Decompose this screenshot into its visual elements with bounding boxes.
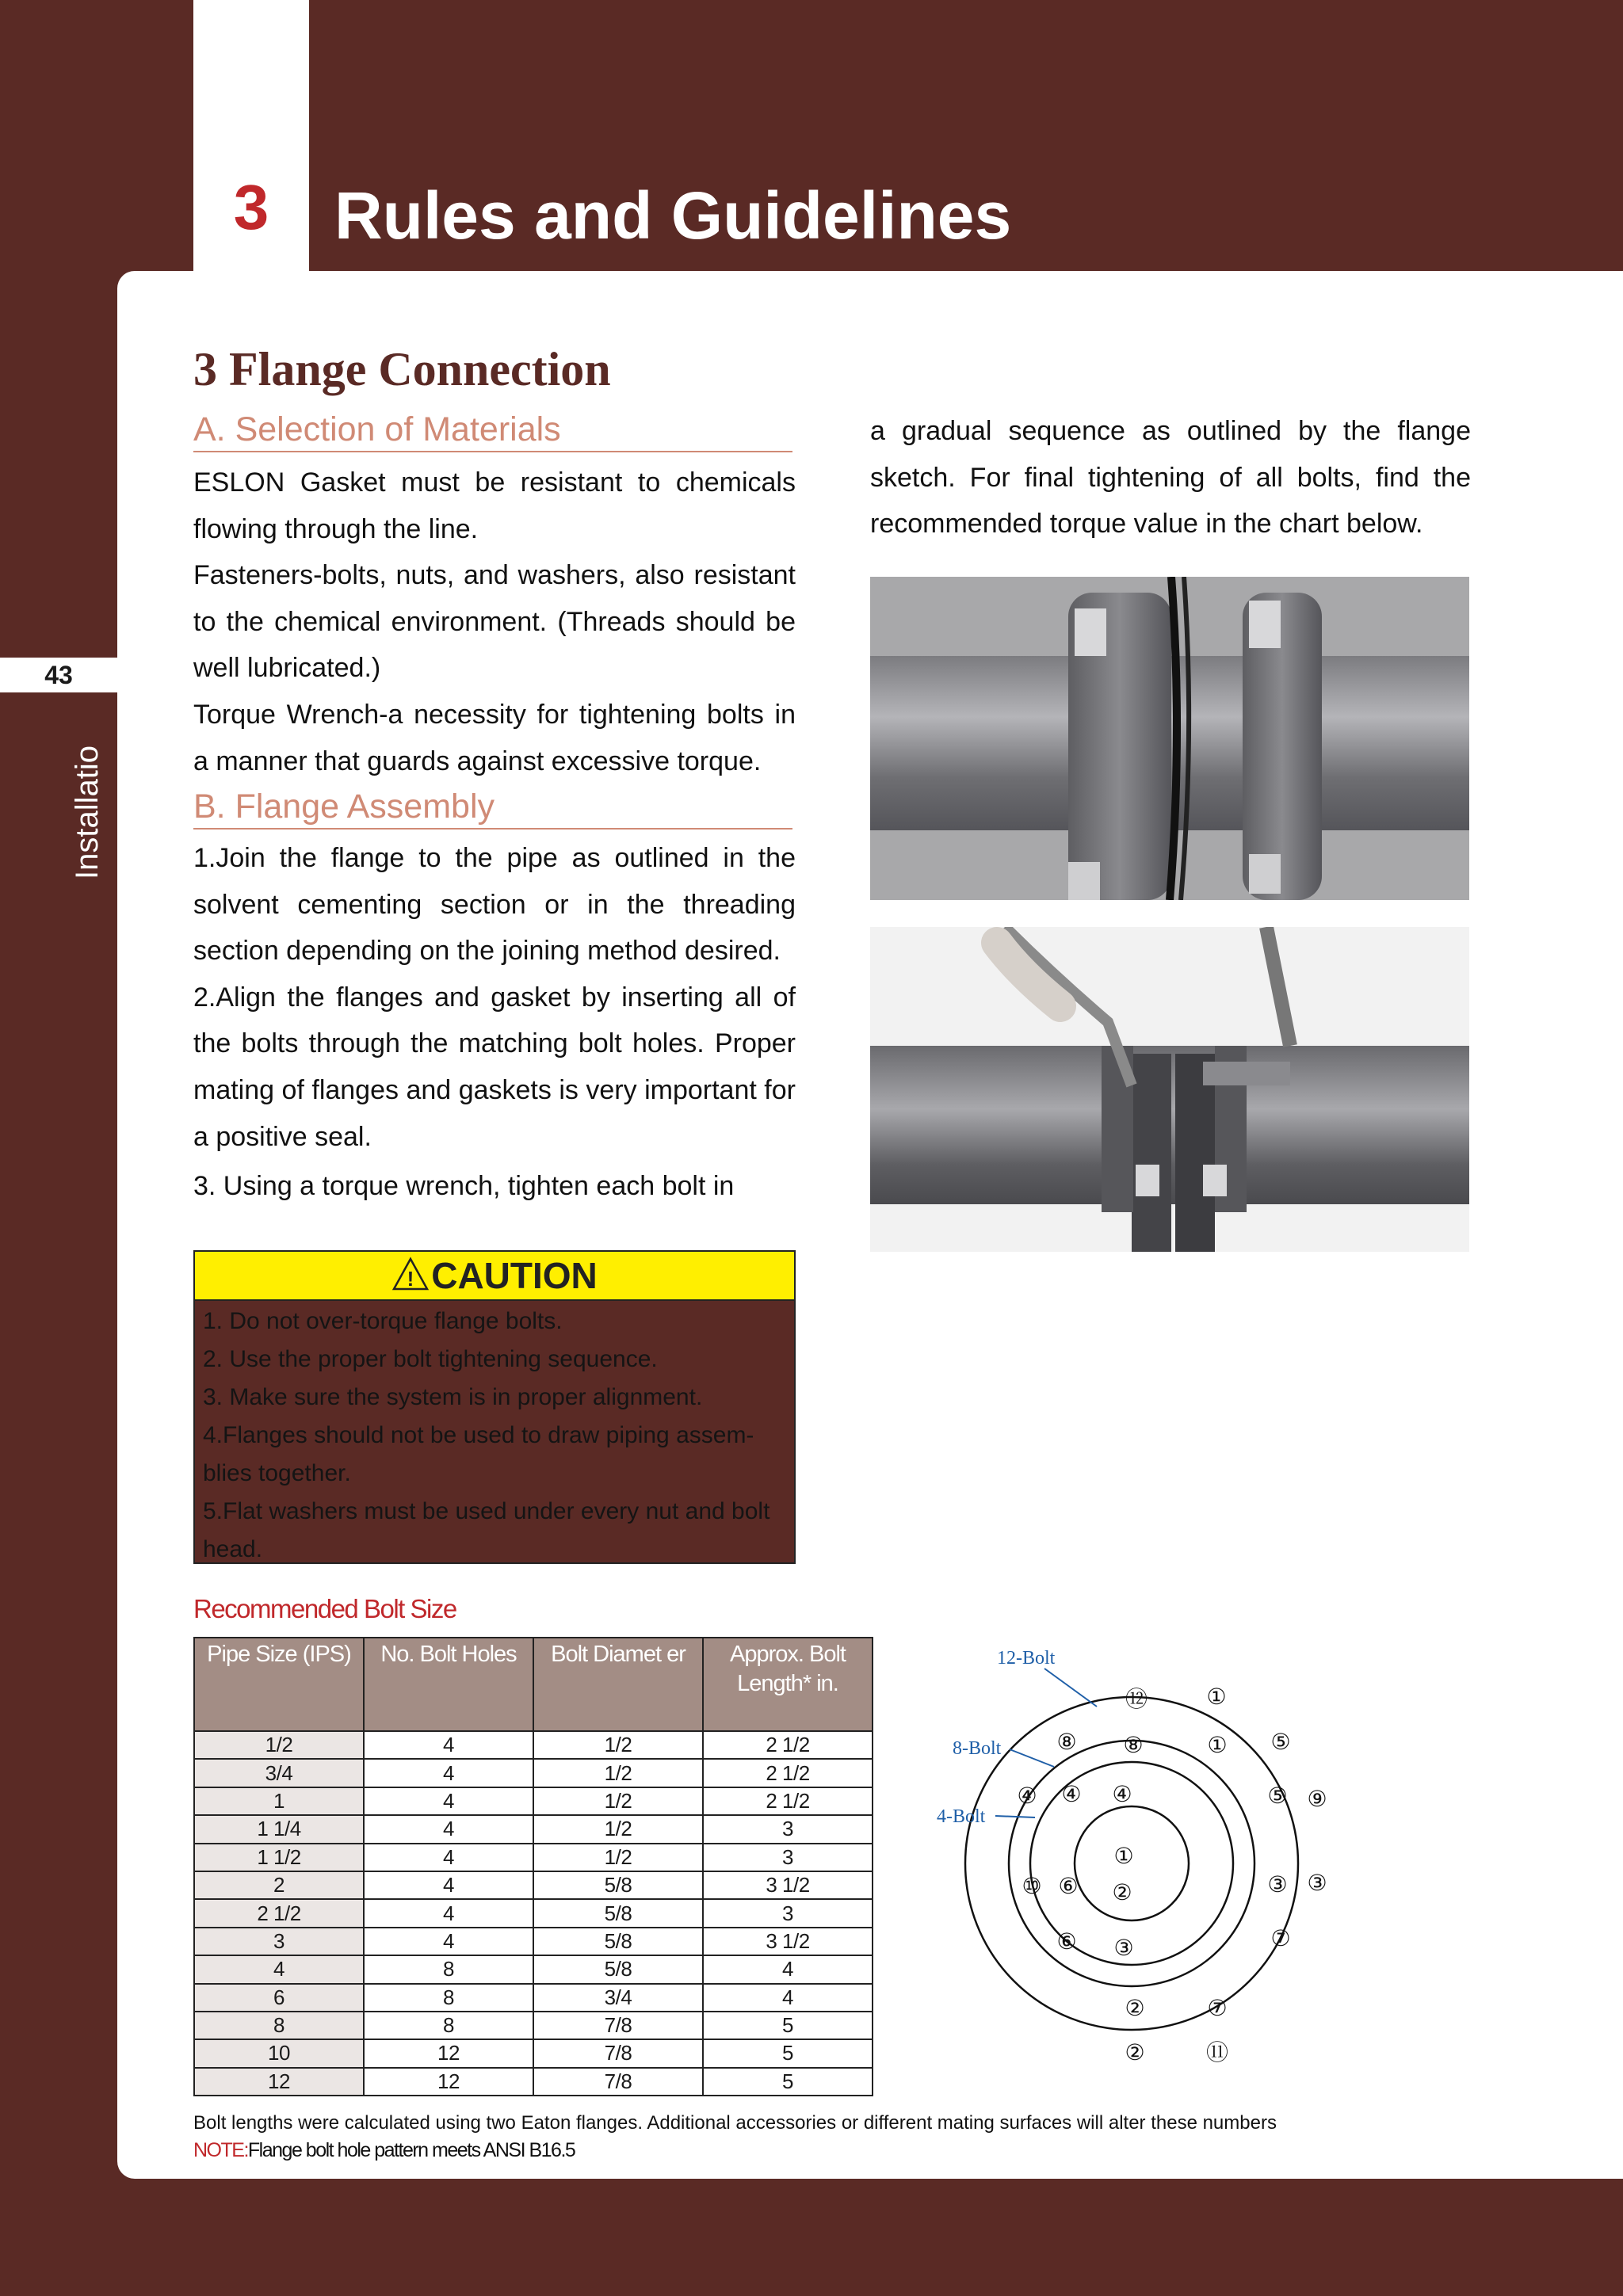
- table-cell: 5/8: [533, 1871, 703, 1899]
- table-cell: 3: [703, 1815, 873, 1843]
- table-row: [194, 1984, 873, 2012]
- table-cell: 3: [703, 1899, 873, 1927]
- table-cell: 3 1/2: [703, 1928, 873, 1955]
- table-row: [194, 1731, 873, 1759]
- table-cell: 7/8: [533, 2012, 703, 2039]
- table-row: [194, 2039, 873, 2067]
- flange-photo-torque-wrench: [870, 927, 1469, 1252]
- bolt-number: ⑤: [1267, 1784, 1288, 1809]
- table-row: [194, 1955, 873, 1983]
- label-12-bolt: 12-Bolt: [997, 1648, 1056, 1669]
- table-cell: 4: [364, 1731, 533, 1759]
- table-cell: 5: [703, 2039, 873, 2067]
- table-cell: 8: [364, 1984, 533, 2012]
- chapter-title: Rules and Guidelines: [334, 178, 1012, 253]
- table-cell: 12: [364, 2068, 533, 2096]
- svg-text:!: !: [407, 1266, 414, 1291]
- arrow-4-bolt: [995, 1816, 1035, 1817]
- bolt-number: ⑥: [1056, 1930, 1077, 1955]
- table-cell: 8: [364, 1955, 533, 1983]
- column-header: Approx. Bolt Length* in.: [703, 1638, 873, 1731]
- bolt-number: ②: [1125, 1997, 1145, 2021]
- paragraph: ESLON Gasket must be resistant to chemicals flowing through the line.: [193, 467, 796, 544]
- bolt-number: ⑦: [1207, 1997, 1228, 2021]
- table-cell: 1/2: [533, 1815, 703, 1843]
- bolt-number: ③: [1113, 1936, 1134, 1961]
- table-cell: 8: [364, 2012, 533, 2039]
- caution-item: 1. Do not over-torque flange bolts.: [203, 1308, 563, 1334]
- bolt-number: ⑪: [1205, 2041, 1229, 2065]
- bolt-number: ⑦: [1270, 1927, 1291, 1951]
- table-cell: 7/8: [533, 2039, 703, 2067]
- table-row: [194, 1844, 873, 1871]
- table-title: Recommended Bolt Size: [193, 1594, 456, 1623]
- table-cell: 5/8: [533, 1899, 703, 1927]
- bolt-number: ⑥: [1058, 1875, 1079, 1899]
- bolt-number: ②: [1125, 2041, 1145, 2065]
- table-cell: 4: [194, 1955, 364, 1983]
- label-8-bolt: 8-Bolt: [953, 1738, 1002, 1759]
- bolt-number: ⑫: [1125, 1688, 1148, 1712]
- table-cell: 2: [194, 1871, 364, 1899]
- table-cell: 2 1/2: [194, 1899, 364, 1927]
- table-row: [194, 1899, 873, 1927]
- table-cell: 7/8: [533, 2068, 703, 2096]
- bolt-size-table: [193, 1637, 873, 2096]
- table-cell: 4: [364, 1815, 533, 1843]
- table-cell: 10: [194, 2039, 364, 2067]
- ansi-note: [193, 2139, 575, 2162]
- table-cell: 4: [703, 1984, 873, 2012]
- caution-header: [195, 1252, 794, 1301]
- table-cell: 1/2: [533, 1787, 703, 1815]
- caution-box: [193, 1250, 796, 1564]
- label-4-bolt: 4-Bolt: [937, 1806, 986, 1827]
- page-number: 43: [0, 658, 117, 692]
- table-cell: 1/2: [533, 1759, 703, 1787]
- paragraph: Fasteners-bolts, nuts, and washers, also resistant to the chemical environment. (Threads should be well lubricated.): [193, 560, 796, 684]
- table-cell: 4: [364, 1787, 533, 1815]
- table-cell: 12: [194, 2068, 364, 2096]
- table-row: [194, 1815, 873, 1843]
- table-cell: 4: [364, 1899, 533, 1927]
- table-cell: 3/4: [194, 1759, 364, 1787]
- caution-item: 2. Use the proper bolt tightening sequence.: [203, 1346, 658, 1372]
- column-header: Pipe Size (IPS): [194, 1638, 364, 1731]
- caution-title: CAUTION: [431, 1255, 598, 1296]
- table-cell: 1: [194, 1787, 364, 1815]
- table-cell: 3: [194, 1928, 364, 1955]
- table-cell: 4: [364, 1871, 533, 1899]
- caution-item: 3. Make sure the system is in proper alignment.: [203, 1384, 703, 1410]
- bolt-number: ②: [1112, 1881, 1132, 1905]
- section-title: 3 Flange Connection: [193, 343, 611, 395]
- bolt-number: ④: [1017, 1784, 1037, 1809]
- bolt-number: ③: [1267, 1873, 1288, 1897]
- table-cell: 6: [194, 1984, 364, 2012]
- table-header-row: [194, 1638, 873, 1731]
- table-cell: 1 1/2: [194, 1844, 364, 1871]
- table-cell: 4: [364, 1928, 533, 1955]
- section-b-body: [193, 835, 796, 1210]
- note-label: NOTE:: [193, 2139, 248, 2161]
- bolt-number: ⑨: [1307, 1787, 1327, 1812]
- table-cell: 2 1/2: [703, 1787, 873, 1815]
- table-cell: 1/2: [533, 1731, 703, 1759]
- bolt-number: ⑧: [1056, 1730, 1077, 1755]
- bolt-number: ④: [1061, 1783, 1082, 1807]
- caution-list: [195, 1301, 794, 1570]
- side-section-label: Installatio: [70, 746, 105, 879]
- table-footnote: Bolt lengths were calculated using two Eaton flanges. Additional accessories or different mating surfaces will alter these numbers: [193, 2112, 1277, 2134]
- bolt-number: ①: [1207, 1733, 1228, 1758]
- caution-item: 5.Flat washers must be used under every nut and bolt head.: [203, 1498, 770, 1562]
- table-cell: 1 1/4: [194, 1815, 364, 1843]
- table-cell: 2 1/2: [703, 1731, 873, 1759]
- table-row: [194, 2068, 873, 2096]
- bolt-number: ③: [1307, 1871, 1327, 1896]
- paragraph: 2.Align the flanges and gasket by inserting all of the bolts through the matching bolt holes. Proper mating of flanges and gaskets is very important for a positive seal.: [193, 982, 796, 1152]
- note-text: Flange bolt hole pattern meets ANSI B16.5: [247, 2139, 575, 2161]
- paragraph: 3. Using a torque wrench, tighten each bolt in: [193, 1171, 735, 1202]
- paragraph: 1.Join the flange to the pipe as outlined in the solvent cementing section or in the threading section depending on the joining method desired.: [193, 843, 796, 967]
- table-cell: 2 1/2: [703, 1759, 873, 1787]
- table-cell: 3/4: [533, 1984, 703, 2012]
- warning-icon: [391, 1255, 430, 1302]
- table-cell: 5/8: [533, 1928, 703, 1955]
- column-header: Bolt Diamet er: [533, 1638, 703, 1731]
- subheading-selection-of-materials: A. Selection of Materials: [193, 412, 792, 452]
- flange-photo-assembled: [870, 577, 1469, 900]
- bolt-number: ⑩: [1022, 1875, 1042, 1899]
- arrow-12-bolt: [1044, 1669, 1097, 1707]
- bolt-pattern-diagram: [927, 1634, 1355, 2085]
- table-row: [194, 2012, 873, 2039]
- table-row: [194, 1928, 873, 1955]
- table-body: [194, 1731, 873, 2096]
- table-cell: 1/2: [194, 1731, 364, 1759]
- section-a-body: [193, 460, 796, 784]
- table-cell: 4: [703, 1955, 873, 1983]
- table-cell: 5: [703, 2012, 873, 2039]
- table-cell: 3: [703, 1844, 873, 1871]
- bolt-number: ④: [1112, 1783, 1132, 1807]
- table-cell: 8: [194, 2012, 364, 2039]
- chapter-number: 3: [233, 172, 269, 242]
- table-cell: 1/2: [533, 1844, 703, 1871]
- right-column-text: a gradual sequence as outlined by the flange sketch. For final tightening of all bolts, find the recommended torque value in the chart below.: [870, 416, 1471, 540]
- paragraph: Torque Wrench-a necessity for tightening bolts in a manner that guards against excessive torque.: [193, 699, 796, 776]
- table-cell: 5: [703, 2068, 873, 2096]
- table-cell: 5/8: [533, 1955, 703, 1983]
- bolt-number: ⑤: [1270, 1730, 1291, 1755]
- table-cell: 12: [364, 2039, 533, 2067]
- table-row: [194, 1759, 873, 1787]
- table-cell: 3 1/2: [703, 1871, 873, 1899]
- table-row: [194, 1787, 873, 1815]
- bolt-number: ①: [1113, 1844, 1134, 1869]
- table-row: [194, 1871, 873, 1899]
- column-header: No. Bolt Holes: [364, 1638, 533, 1731]
- arrow-8-bolt: [1010, 1749, 1054, 1767]
- caution-item: 4.Flanges should not be used to draw piping assem-blies together.: [203, 1422, 754, 1486]
- subheading-flange-assembly: B. Flange Assembly: [193, 789, 792, 830]
- table-cell: 4: [364, 1844, 533, 1871]
- bolt-number: ①: [1206, 1685, 1227, 1710]
- table-cell: 4: [364, 1759, 533, 1787]
- bolt-number: ⑧: [1123, 1733, 1144, 1758]
